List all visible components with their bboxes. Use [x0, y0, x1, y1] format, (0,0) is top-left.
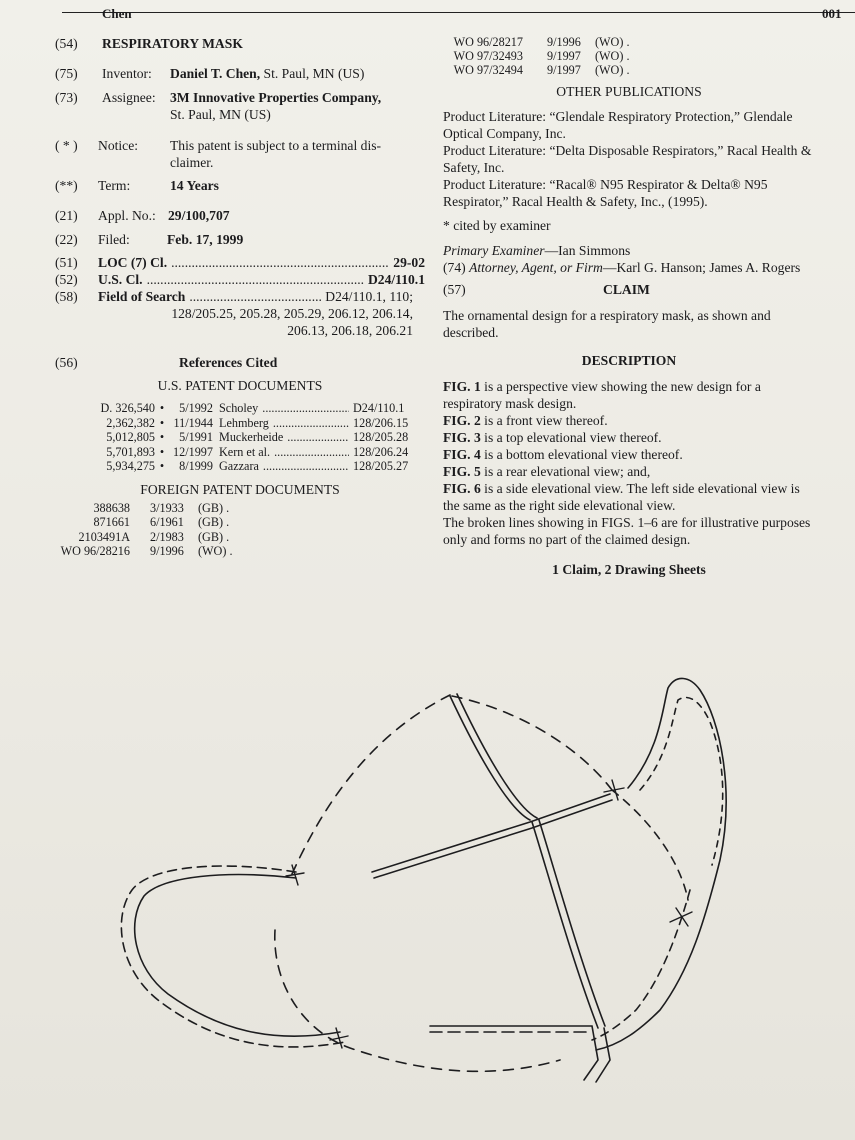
figure-text: is a perspective view showing the new design for a respiratory mask design. [443, 379, 761, 411]
field-51: (51) LOC (7) Cl. ..... 29-02 [55, 254, 425, 271]
figure-text: is a rear elevational view; and, [480, 464, 651, 479]
cross-marks [286, 780, 692, 1048]
field-58: (58) Field of Search ..... D24/110.1, 110; 128/205.25, 205.28, 205.29, 206.12, 206.14, 206.13, 206.18, 206.21 [55, 288, 425, 346]
ref-date: 8/1999 [179, 459, 213, 473]
foreign-reference-row [55, 530, 425, 545]
ref-country: (GB) . [198, 500, 230, 515]
claim-header: (57) CLAIM [443, 282, 650, 297]
publications-list [443, 108, 815, 210]
cited-note: * cited by examiner [443, 218, 551, 233]
header-left-fragment: Chen [102, 6, 132, 21]
field-73: (73) Assignee: 3M Innovative Properties Company, St. Paul, MN (US) [55, 90, 382, 122]
ref-number: 5,934,275 [106, 459, 155, 473]
ref-date: 6/1961 [150, 515, 184, 529]
ref-country: (WO) . [595, 49, 630, 63]
field-22: (22) Filed: Feb. 17, 1999 [55, 232, 244, 247]
ref-number: 5,701,893 [106, 444, 155, 459]
ref-number: 871661 [93, 515, 130, 529]
ref-country: (WO) . [595, 35, 630, 49]
ref-country: (WO) . [198, 544, 233, 558]
term: (**) Term: 14 Years [55, 178, 219, 193]
ref-class: 128/205.28 [353, 430, 409, 444]
other-publications-heading: OTHER PUBLICATIONS [556, 84, 702, 99]
ref-name: Muckerheide [219, 430, 284, 444]
us-reference-row [55, 459, 425, 474]
field-52: (52) U.S. Cl. ..... D24/110.1 [55, 271, 425, 288]
dot-leader [189, 288, 321, 305]
description-entry [443, 378, 815, 412]
ref-date: 9/1996 [547, 35, 581, 49]
assignee-name: 3M Innovative Properties Company, [170, 90, 382, 105]
notice: ( * ) Notice: This patent is subject to a terminal dis- claimer. [55, 138, 382, 170]
description-entry [443, 446, 815, 463]
ref-date: 3/1933 [150, 500, 184, 515]
figure-label: FIG. 5 [443, 464, 481, 479]
description-entry [443, 463, 815, 480]
figure-label: FIG. 4 [443, 447, 481, 462]
claims-summary: 1 Claim, 2 Drawing Sheets [552, 562, 706, 577]
primary-examiner: Primary Examiner—Ian Simmons [443, 243, 631, 258]
description-list [443, 378, 815, 548]
ref-mark: • [159, 415, 165, 430]
us-patent-heading: U.S. PATENT DOCUMENTS [157, 378, 323, 393]
publication-entry: Product Literature: “Racal® N95 Respirator & Delta® N95 Respirator,” Racal Health & Safety, Inc., (1995). [443, 177, 768, 209]
ref-name: Lehmberg [219, 415, 269, 430]
ref-number: WO 97/32494 [453, 63, 523, 77]
dot-leader [171, 254, 389, 271]
figure-label: FIG. 3 [443, 430, 481, 445]
mask-outline [121, 678, 726, 1082]
us-references [55, 401, 425, 474]
ref-mark: • [159, 459, 165, 473]
header-right-fragment: 001 [822, 6, 842, 21]
us-reference-row [55, 430, 425, 445]
ref-mark: • [159, 430, 165, 444]
description-entry [443, 480, 815, 514]
wo-reference-row [443, 49, 815, 63]
ref-class: 128/205.27 [353, 459, 409, 473]
ref-number: WO 96/28217 [453, 35, 523, 49]
field-21: (21) Appl. No.: 29/100,707 [55, 208, 230, 223]
ref-number: 2103491A [78, 529, 130, 544]
wo-reference-row [443, 35, 815, 49]
figure-label: FIG. 2 [443, 413, 481, 428]
figure-text: is a side elevational view. The left side elevational view is the same as the right side elevational view. [443, 481, 800, 513]
mask-drawing [0, 640, 855, 1140]
publication-entry: Product Literature: “Glendale Respiratory Protection,” Glendale Optical Company, Inc. [443, 109, 793, 141]
foreign-reference-row [55, 515, 425, 530]
figure-label: FIG. 1 [443, 379, 481, 394]
ref-number: WO 97/32493 [453, 49, 523, 63]
field-75: (75) Inventor: Daniel T. Chen, St. Paul, MN (US) [55, 66, 365, 81]
claim-title: CLAIM [603, 282, 650, 297]
ref-class: D24/110.1 [353, 401, 405, 415]
references-title: References Cited [179, 355, 278, 370]
figure-text: is a front view thereof. [480, 413, 608, 428]
attorney: (74) Attorney, Agent, or Firm—Karl G. Hanson; James A. Rogers [443, 260, 801, 275]
dot-leader [287, 430, 349, 445]
dot-leader [147, 271, 364, 288]
ref-number: 388638 [93, 500, 130, 515]
ref-date: 9/1997 [547, 63, 581, 77]
figure-text: The broken lines showing in FIGS. 1–6 are for illustrative purposes only and forms no part of the claimed design. [443, 515, 811, 547]
ref-date: 11/1944 [173, 415, 213, 430]
ref-date: 9/1996 [150, 544, 184, 558]
ref-class: 128/206.24 [353, 444, 409, 459]
ref-name: Gazzara [219, 459, 259, 473]
ref-date: 12/1997 [173, 444, 213, 459]
publication-entry: Product Literature: “Delta Disposable Respirators,” Racal Health & Safety, Inc. [443, 143, 812, 175]
ref-number: WO 96/28216 [60, 544, 130, 558]
foreign-reference-row [55, 501, 425, 516]
ref-country: (GB) . [198, 529, 230, 544]
ref-number: 5,012,805 [106, 430, 155, 444]
description-entry [443, 412, 815, 429]
field-54: (54) RESPIRATORY MASK [55, 36, 243, 51]
description-entry [443, 514, 815, 548]
us-reference-row [55, 401, 425, 416]
ref-class: 128/206.15 [353, 415, 409, 430]
figure-text: is a bottom elevational view thereof. [480, 447, 683, 462]
ref-date: 2/1983 [150, 529, 184, 544]
ref-mark: • [159, 401, 165, 415]
abstract-column [443, 35, 815, 578]
ref-date: 5/1992 [179, 401, 213, 415]
ref-country: (WO) . [595, 63, 630, 77]
ref-number: 2,362,382 [106, 415, 155, 430]
foreign-reference-row [55, 544, 425, 559]
wo-reference-row [443, 63, 815, 77]
ref-country: (GB) . [198, 515, 230, 529]
ref-number: D. 326,540 [100, 401, 155, 415]
dot-leader [262, 401, 349, 416]
us-reference-row [55, 416, 425, 431]
field-56: (56) References Cited [55, 355, 278, 370]
dot-leader [273, 416, 349, 431]
foreign-references [55, 501, 425, 559]
dot-leader [263, 459, 349, 474]
ref-date: 9/1997 [547, 49, 581, 63]
dot-leader [274, 445, 349, 460]
wo-references [443, 35, 815, 77]
patent-title: RESPIRATORY MASK [102, 36, 243, 51]
header-rule [62, 6, 855, 21]
foreign-patent-heading: FOREIGN PATENT DOCUMENTS [140, 481, 340, 497]
ref-mark: • [159, 444, 165, 459]
us-reference-row [55, 445, 425, 460]
claim-text: The ornamental design for a respiratory mask, as shown and described. [443, 308, 771, 340]
ref-name: Scholey [219, 401, 259, 415]
inventor-name: Daniel T. Chen, [170, 66, 261, 81]
ref-name: Kern et al. [219, 444, 271, 459]
ref-date: 5/1991 [179, 430, 213, 444]
figure-label: FIG. 6 [443, 481, 481, 496]
description-entry [443, 429, 815, 446]
bibliographic-column [55, 35, 425, 559]
description-title: DESCRIPTION [581, 353, 677, 368]
figure-text: is a top elevational view thereof. [480, 430, 662, 445]
